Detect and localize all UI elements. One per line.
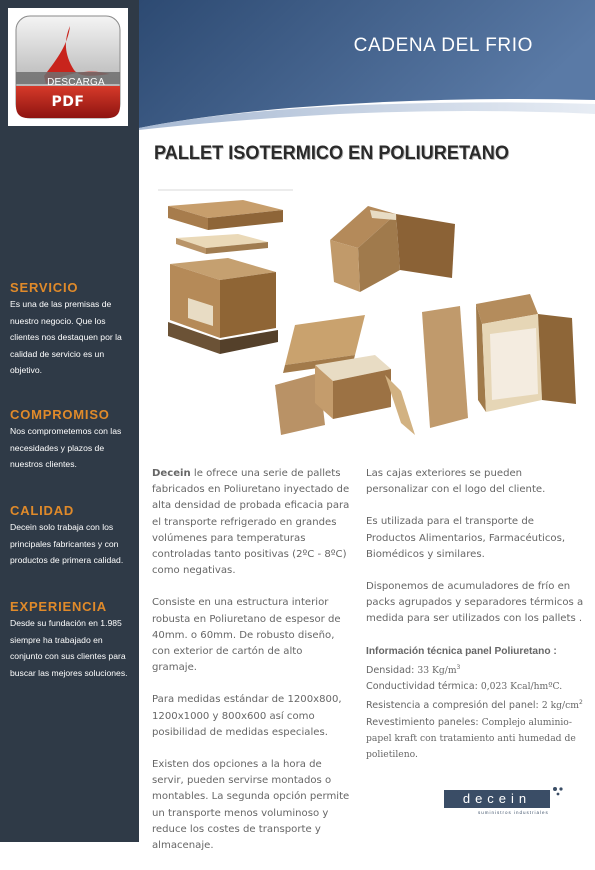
intro-paragraph [152, 466, 350, 579]
section-heading: CALIDAD [10, 503, 75, 518]
technical-info-colon: : [550, 645, 557, 657]
sizes-paragraph: Para medidas estándar de 1200x800, 1200x1000 y 800x600 así como posibilidad de medidas especiales. [152, 694, 342, 738]
section-heading: EXPERIENCIA [10, 599, 107, 614]
pdf-download-badge[interactable] [8, 8, 128, 126]
customization-paragraph: Las cajas exteriores se pueden personalizar con el logo del cliente. [366, 468, 546, 496]
section-text: Nos comprometemos con las necesidades y plazos de nuestros clientes. [10, 426, 122, 469]
page-title: PALLET ISOTERMICO EN POLIURETANO [154, 142, 509, 164]
technical-info [366, 644, 586, 764]
product-images [150, 180, 595, 445]
technical-info-title: Información técnica panel Poliuretano [366, 645, 551, 657]
structure-paragraph: Consiste en una estructura interior robusta en Poliuretano de espesor de 40mm. o 60mm. De robusto diseño, con exterior de cartón de alto gramaje. [152, 597, 341, 674]
sidebar-section-experiencia [10, 599, 134, 681]
panels-and-box-image [420, 288, 590, 438]
section-heading: SERVICIO [10, 280, 79, 295]
sidebar-section-compromiso [10, 407, 134, 473]
exploded-pallet-image [158, 188, 293, 363]
header-title: CADENA DEL FRIO [353, 35, 533, 56]
sidebar-section-servicio [10, 280, 134, 379]
compression-label: Resistencia a compresión del panel: [366, 700, 542, 712]
conductivity-label: Conductividad térmica: [366, 681, 481, 693]
compression-line [366, 695, 586, 714]
conductivity-line [366, 679, 586, 695]
density-value: 33 Kg/m [417, 665, 457, 677]
brand-name: Decein [152, 468, 191, 479]
density-label: Densidad: [366, 665, 418, 677]
sidebar-section-calidad [10, 503, 134, 569]
compression-value: 2 kg/cm [541, 700, 579, 712]
accessories-paragraph: Disponemos de acumuladores de frío en packs agrupados y separadores térmicos a medida para ser utilizados con los pallets . [366, 581, 584, 625]
body-right-column [366, 466, 586, 763]
coating-value: Complejo aluminio-papel kraft con tratamiento anti humedad de polietileno. [366, 716, 576, 761]
section-text: Es una de las premisas de nuestro negocio. Que los clientes nos destaquen por la calidad de servicio es un objetivo. [10, 299, 122, 375]
section-text: Decein solo trabaja con los principales fabricantes y con productos de primera calidad. [10, 522, 124, 565]
header-wave-background [139, 0, 595, 130]
coating-label: Revestimiento paneles: [366, 716, 482, 728]
sidebar [0, 0, 139, 842]
density-exponent: 3 [456, 663, 461, 671]
disassembled-box-image [275, 295, 415, 445]
section-text: Desde su fundación en 1.985 siempre ha trabajado en conjunto con sus clientes para buscar las mejores soluciones. [10, 618, 128, 678]
coating-line [366, 715, 586, 764]
header-banner [139, 0, 595, 130]
options-paragraph: Existen dos opciones a la hora de servir, pueden servirse montados o montables. La segunda opción permite un transporte menos voluminoso y reduce los costes de transporte y almacenaje. [152, 759, 350, 852]
logo-text: decein [462, 791, 532, 806]
pdf-download-label: DESCARGA [47, 77, 105, 88]
decein-logo [444, 790, 574, 820]
body-left-column [152, 466, 350, 870]
intro-text: le ofrece una serie de pallets fabricados en Poliuretano inyectado de alta densidad de probada eficacia para el transporte refrigerado en grandes volúmenes para temperaturas controladas tanto positivas (2ºC - 8ºC) como negativas. [152, 468, 350, 577]
logo-tagline: suministros industriales [478, 810, 549, 815]
pdf-label: PDF [51, 94, 85, 110]
adobe-pdf-icon [14, 14, 122, 120]
compression-exponent: 2 [579, 699, 583, 707]
usage-paragraph: Es utilizada para el transporte de Productos Alimentarios, Farmacéuticos, Biomédicos y similares. [366, 516, 566, 560]
density-line [366, 660, 586, 679]
section-heading: COMPROMISO [10, 407, 110, 422]
logo-dots-icon [552, 786, 566, 798]
conductivity-value: 0,023 Kcal/hmºC. [480, 681, 563, 693]
open-pallet-box-image [330, 200, 460, 300]
